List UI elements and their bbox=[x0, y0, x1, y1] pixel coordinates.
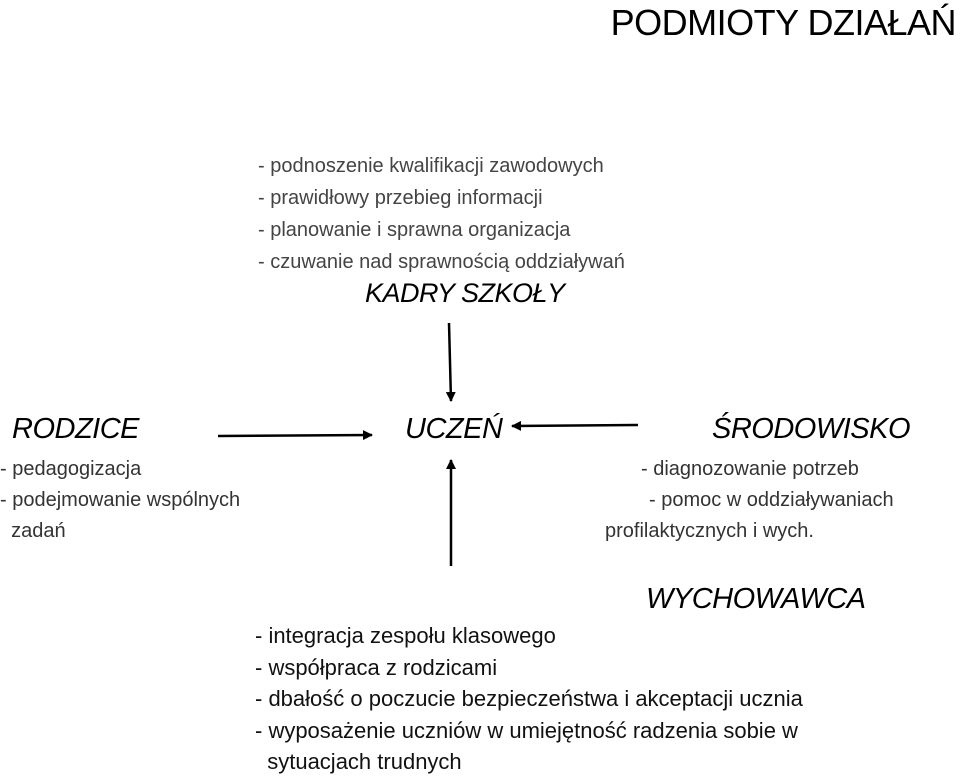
list-item: zadań bbox=[0, 520, 66, 542]
list-item: - planowanie i sprawna organizacja bbox=[258, 219, 571, 241]
list-item: - integracja zespołu klasowego bbox=[255, 623, 556, 648]
list-item: - prawidłowy przebieg informacji bbox=[258, 187, 543, 209]
wychowawca-label: WYCHOWAWCA bbox=[646, 583, 866, 615]
rodzice-label: RODZICE bbox=[12, 413, 139, 445]
list-item: - podejmowanie wspólnych bbox=[0, 489, 241, 511]
srodowisko-label: ŚRODOWISKO bbox=[712, 413, 911, 445]
list-item: - czuwanie nad sprawnością oddziaływań bbox=[258, 251, 625, 273]
list-item: - podnoszenie kwalifikacji zawodowych bbox=[258, 155, 604, 177]
list-item: - wyposażenie uczniów w umiejętność radzenia sobie w bbox=[255, 717, 798, 743]
list-item: - dbałość o poczucie bezpieczeństwa i akceptacji ucznia bbox=[255, 686, 803, 711]
list-item: - diagnozowanie potrzeb bbox=[641, 458, 859, 480]
uczen-label: UCZEŃ bbox=[405, 413, 503, 445]
arrow-srodowisko-to-uczen bbox=[512, 425, 638, 426]
list-item: - pedagogizacja bbox=[0, 458, 142, 480]
kadry-szkoly-label: KADRY SZKOŁY bbox=[365, 278, 565, 308]
arrow-kadry-to-uczen bbox=[449, 323, 451, 401]
arrow-rodzice-to-uczen bbox=[218, 435, 372, 436]
list-item: sytuacjach trudnych bbox=[255, 749, 462, 774]
list-item: - współpraca z rodzicami bbox=[255, 654, 498, 680]
list-item: - pomoc w oddziaływaniach bbox=[649, 489, 894, 511]
list-item: profilaktycznych i wych. bbox=[605, 520, 814, 542]
page-title: PODMIOTY DZIAŁAŃ bbox=[610, 2, 956, 43]
